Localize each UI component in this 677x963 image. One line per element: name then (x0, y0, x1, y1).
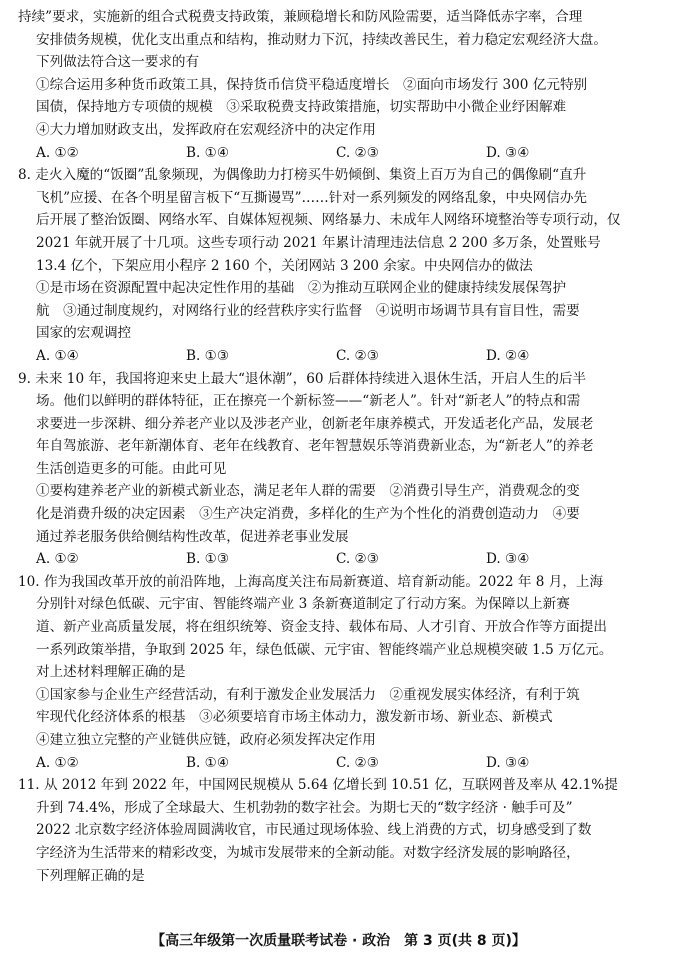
option-c[interactable]: C. ②③ (336, 347, 379, 364)
question-text: 航 ③通过制度规约，对网络行业的经营秩序实行监督 ④说明市场调节具有盲目性，需要 (36, 302, 580, 319)
option-c[interactable]: C. ②③ (336, 754, 379, 771)
question-text: 字经济为生活带来的精彩改变，为城市发展带来的全新动能。对数字经济发展的影响路径， (36, 844, 580, 861)
question-text: 下列理解正确的是 (36, 867, 145, 884)
question-text: 持续”要求，实施新的组合式税费支持政策，兼顾稳增长和防风险需要，适当降低赤字率，合理 (18, 9, 583, 25)
question-text: 通过养老服务供给侧结构性改革，促进养老事业发展 (36, 528, 349, 545)
question-text: ④大力增加财政支出，发挥政府在宏观经济中的决定作用 (36, 121, 376, 138)
question-text: ①综合运用多种货币政策工具，保持货币信贷平稳适度增长 ②面向市场发行 300 亿元特别 (36, 76, 588, 93)
option-d[interactable]: D. ②④ (486, 347, 530, 364)
option-a[interactable]: A. ①② (36, 144, 79, 161)
question-text: 8. 走火入魔的“饭圈”乱象频现，为偶像助力打榜买牛奶倾倒、集资上百万为自己的偶像刷“直升 (18, 167, 587, 184)
answer-options (18, 142, 659, 165)
question-text: 安排债务规模，优化支出重点和结构，推动财力下沉，持续改善民生，着力稳定宏观经济大盘。 (36, 31, 607, 48)
question-text: 国家的宏观调控 (36, 325, 132, 342)
question-text: 升到 74.4%，形成了全球最大、生机勃勃的数字社会。为期七天的“数字经济 · 触手可及” (36, 799, 573, 816)
question-text: 13.4 亿个，下架应用小程序 2 160 个，关闭网站 3 200 余家。中央网信办的做法 (36, 257, 533, 274)
question-text: 10. 作为我国改革开放的前沿阵地，上海高度关注布局新赛道、培育新动能。2022 年 8 月，上海 (18, 573, 604, 590)
question-text: 分别针对绿色低碳、元宇宙、智能终端产业 3 条新赛道制定了行动方案。为保障以上新赛 (36, 596, 570, 613)
option-b[interactable]: B. ①④ (186, 754, 230, 771)
option-c[interactable]: C. ②③ (336, 144, 379, 161)
question-text: 求要进一步深耕、细分养老产业以及涉老产业，创新老年康养模式，开发适老化产品，发展老 (36, 415, 594, 432)
question-9 (18, 368, 659, 571)
question-11 (18, 774, 659, 887)
page-footer: 【高三年级第一次质量联考试卷 · 政治 第 3 页(共 8 页)】 (151, 933, 526, 949)
question-text: 2022 北京数字经济体验周圆满收官，市民通过现场体验、线上消费的方式，切身感受到了数 (36, 822, 592, 839)
option-d[interactable]: D. ③④ (486, 144, 530, 161)
answer-options (18, 345, 659, 368)
question-text: ①国家参与企业生产经营活动，有利于激发企业发展活力 ②重视发展实体经济，有利于筑 (36, 686, 580, 703)
answer-options (18, 752, 659, 775)
question-text: 9. 未来 10 年，我国将迎来史上最大“退休潮”，60 后群体持续进入退休生活，开启人生的后半 (18, 370, 587, 387)
question-text: 后开展了整治饭圈、网络水军、自媒体短视频、网络暴力、未成年人网络环境整治等专项行动，仅 (36, 212, 621, 229)
question-text: 2021 年就开展了十几项。这些专项行动 2021 年累计清理违法信息 2 200 多万条，处置账号 (36, 234, 601, 251)
question-text: 化是消费升级的决定因素 ③生产决定消费，多样化的生产为个性化的消费创造动力 ④要 (36, 506, 580, 523)
question-text: 生活创造更多的可能。由此可见 (36, 460, 227, 477)
question-text: 飞机”应援、在各个明星留言板下“互撕谩骂”……针对一系列频发的网络乱象，中央网信办先 (36, 189, 588, 206)
question-text: 下列做法符合这一要求的有 (36, 54, 200, 71)
option-a[interactable]: A. ①④ (36, 347, 79, 364)
option-b[interactable]: B. ①③ (186, 551, 230, 568)
question-text: ①要构建养老产业的新模式新业态，满足老年人群的需要 ②消费引导生产，消费观念的变 (36, 483, 580, 500)
question-text: 场。他们以鲜明的群体特征，正在擦亮一个新标签——“新老人”。针对“新老人”的特点和需 (36, 393, 581, 410)
option-b[interactable]: B. ①③ (186, 347, 230, 364)
question-10 (18, 571, 659, 774)
question-text: 对上述材料理解正确的是 (36, 664, 186, 681)
question-8 (18, 164, 659, 367)
option-c[interactable]: C. ②③ (336, 551, 379, 568)
question-text: 道、新产业高质量发展，将在组织统筹、资金支持、载体布局、人才引育、开放合作等方面提出 (36, 619, 607, 636)
question-text: 11. 从 2012 年到 2022 年，中国网民规模从 5.64 亿增长到 10.51 亿，互联网普及率从 42.1%提 (18, 777, 618, 794)
option-d[interactable]: D. ③④ (486, 551, 530, 568)
question-text: ①是市场在资源配置中起决定性作用的基础 ②为推动互联网企业的健康持续发展保驾护 (36, 280, 567, 297)
question-text: 牢现代化经济体系的根基 ③必须要培育市场主体动力，激发新市场、新业态、新模式 (36, 709, 553, 726)
question-text: ④建立独立完整的产业链供应链，政府必须发挥决定作用 (36, 732, 376, 748)
option-a[interactable]: A. ①② (36, 551, 79, 568)
question-text: 年自驾旅游、老年新潮体育、老年在线教育、老年智慧娱乐等消费新业态，为“新老人”的养老 (36, 438, 594, 455)
option-a[interactable]: A. ①② (36, 754, 79, 771)
question-text: 一系列政策举措，争取到 2025 年，绿色低碳、元宇宙、智能终端产业总规模突破 1.5 万亿元。 (36, 641, 613, 658)
answer-options (18, 548, 659, 571)
option-b[interactable]: B. ①④ (186, 144, 230, 161)
question-7 (18, 6, 659, 164)
option-d[interactable]: D. ③④ (486, 754, 530, 771)
question-text: 国债，保持地方专项债的规模 ③采取税费支持政策措施，切实帮助中小微企业纾困解难 (36, 99, 567, 116)
